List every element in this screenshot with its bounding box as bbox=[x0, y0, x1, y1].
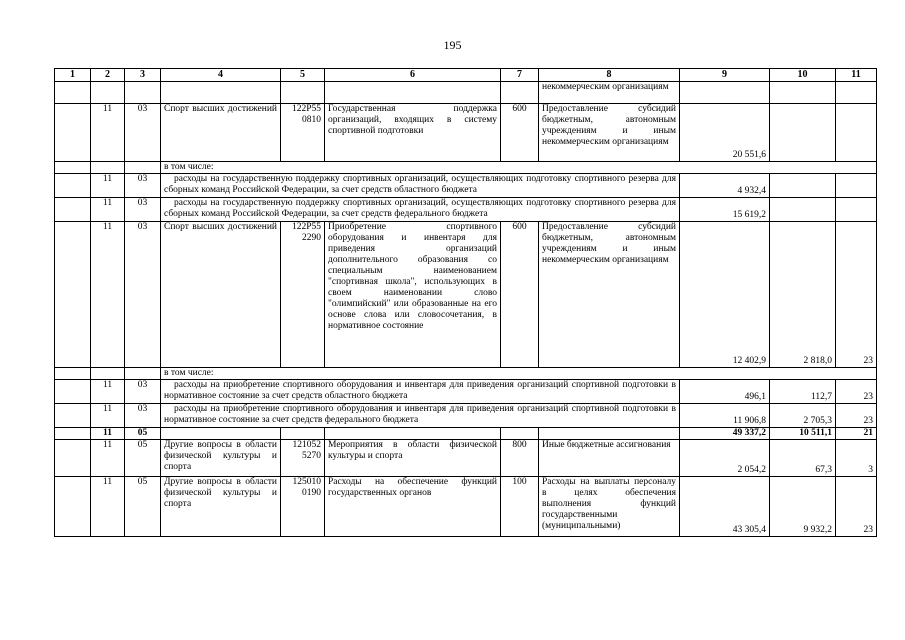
cell-subsection: 03 bbox=[125, 222, 161, 368]
cell-expense-desc: расходы на приобретение спортивного оборудования и инвентаря для приведения организаций спортивной подготовки в нормативное состояние за счет средств федерального бюджета bbox=[161, 404, 680, 428]
cell-expense-desc: расходы на государственную поддержку спортивных организаций, осуществляющих подготовку спортивного резерва для сборных команд Российской Федерации, за счет средств областного бюджета bbox=[161, 174, 680, 198]
col-header-3: 3 bbox=[125, 69, 161, 82]
cell-subsection: 03 bbox=[125, 174, 161, 198]
cell-percent: 23 bbox=[836, 380, 877, 404]
column-header-row bbox=[55, 69, 877, 82]
cell-amount: 15 619,2 bbox=[680, 198, 770, 222]
cell-amount-2: 67,3 bbox=[770, 440, 836, 477]
col-header-5: 5 bbox=[281, 69, 325, 82]
cell-amount-2: 112,7 bbox=[770, 380, 836, 404]
cell-subsection-name: Спорт высших достижений bbox=[161, 222, 281, 368]
cell-target-name: Приобретение спортивного оборудования и инвентаря для приведения организаций дополнительного образования со специальным наименованием "спортивная школа", использующих в своем наименовании слово "олимпийский" или образованные на его основе слова или словосочетания, в нормативное состояние bbox=[325, 222, 501, 368]
cell-type-name: Предоставление субсидий бюджетным, автономным учреждениям и иным некоммерческим организациям bbox=[539, 104, 680, 162]
cell-percent: 23 bbox=[836, 477, 877, 537]
cell-expense-desc: расходы на государственную поддержку спортивных организаций, осуществляющих подготовку спортивного резерва для сборных команд Российской Федерации, за счет средств федерального бюджета bbox=[161, 198, 680, 222]
table-row bbox=[55, 368, 877, 380]
cell-amount-2: 2 818,0 bbox=[770, 222, 836, 368]
table-row bbox=[55, 477, 877, 537]
cell-amount: 43 305,4 bbox=[680, 477, 770, 537]
page-number: 195 bbox=[443, 38, 462, 52]
cell-type-code: 100 bbox=[501, 477, 539, 537]
cell-type-name: Расходы на выплаты персоналу в целях обеспечения выполнения функций государственными (муниципальными) bbox=[539, 477, 680, 537]
table-row bbox=[55, 404, 877, 428]
table-row bbox=[55, 82, 877, 104]
col-header-2: 2 bbox=[91, 69, 125, 82]
including-label: в том числе: bbox=[161, 162, 877, 174]
cell-type-name: Предоставление субсидий бюджетным, автономным учреждениям и иным некоммерческим организациям bbox=[539, 222, 680, 368]
cell-section: 11 bbox=[91, 222, 125, 368]
cell-section: 11 bbox=[91, 198, 125, 222]
cell-expense-desc: расходы на приобретение спортивного оборудования и инвентаря для приведения организаций спортивной подготовки в нормативное состояние за счет средств областного бюджета bbox=[161, 380, 680, 404]
table-row bbox=[55, 162, 877, 174]
cell-subsection-name: Другие вопросы в области физической культуры и спорта bbox=[161, 477, 281, 537]
including-label: в том числе: bbox=[161, 368, 877, 380]
cell-subsection-name: Другие вопросы в области физической культуры и спорта bbox=[161, 440, 281, 477]
cell-target-code: 122Р55 2290 bbox=[281, 222, 325, 368]
cell-amount-2: 2 705,3 bbox=[770, 404, 836, 428]
cell-section: 11 bbox=[91, 380, 125, 404]
cell-amount-2: 9 932,2 bbox=[770, 477, 836, 537]
cell-subsection: 05 bbox=[125, 477, 161, 537]
cell-target-code: 125010 0190 bbox=[281, 477, 325, 537]
cell-percent: 23 bbox=[836, 404, 877, 428]
cell-target-name: Расходы на обеспечение функций государственных органов bbox=[325, 477, 501, 537]
cell-amount: 2 054,2 bbox=[680, 440, 770, 477]
subtotal-row bbox=[55, 428, 877, 440]
table-row bbox=[55, 198, 877, 222]
cell-amount: 4 932,4 bbox=[680, 174, 770, 198]
col-header-10: 10 bbox=[770, 69, 836, 82]
cell-percent: 21 bbox=[836, 428, 877, 440]
cell-amount-2: 10 511,1 bbox=[770, 428, 836, 440]
col-header-7: 7 bbox=[501, 69, 539, 82]
cell-section: 11 bbox=[91, 404, 125, 428]
cell-target-code: 121052 5270 bbox=[281, 440, 325, 477]
cell-subsection: 03 bbox=[125, 104, 161, 162]
cell-type-code: 600 bbox=[501, 104, 539, 162]
cell-subsection: 03 bbox=[125, 404, 161, 428]
table-row bbox=[55, 222, 877, 368]
col-header-6: 6 bbox=[325, 69, 501, 82]
col-header-4: 4 bbox=[161, 69, 281, 82]
cell-amount: 49 337,2 bbox=[680, 428, 770, 440]
cell-section: 11 bbox=[91, 174, 125, 198]
col-header-9: 9 bbox=[680, 69, 770, 82]
cell-target-name: Мероприятия в области физической культуры и спорта bbox=[325, 440, 501, 477]
cell-type-name: Иные бюджетные ассигнования bbox=[539, 440, 680, 477]
table-row bbox=[55, 380, 877, 404]
cell-amount: 11 906,8 bbox=[680, 404, 770, 428]
cell-type-name: некоммерческим организациям bbox=[539, 82, 680, 104]
col-header-8: 8 bbox=[539, 69, 680, 82]
col-header-11: 11 bbox=[836, 69, 877, 82]
cell-subsection: 03 bbox=[125, 380, 161, 404]
cell-subsection: 05 bbox=[125, 440, 161, 477]
cell-subsection-name: Спорт высших достижений bbox=[161, 104, 281, 162]
col-header-1: 1 bbox=[55, 69, 91, 82]
cell-type-code: 600 bbox=[501, 222, 539, 368]
table-row bbox=[55, 104, 877, 162]
cell-amount: 496,1 bbox=[680, 380, 770, 404]
cell-amount: 12 402,9 bbox=[680, 222, 770, 368]
cell-type-code: 800 bbox=[501, 440, 539, 477]
cell-percent: 3 bbox=[836, 440, 877, 477]
cell-section: 11 bbox=[91, 477, 125, 537]
cell-section: 11 bbox=[91, 440, 125, 477]
cell-percent: 23 bbox=[836, 222, 877, 368]
cell-target-code: 122Р55 0810 bbox=[281, 104, 325, 162]
cell-section: 11 bbox=[91, 428, 125, 440]
cell-subsection: 05 bbox=[125, 428, 161, 440]
cell-amount: 20 551,6 bbox=[680, 104, 770, 162]
cell-section: 11 bbox=[91, 104, 125, 162]
table-row bbox=[55, 174, 877, 198]
cell-target-name: Государственная поддержка организаций, входящих в систему спортивной подготовки bbox=[325, 104, 501, 162]
table-row bbox=[55, 440, 877, 477]
cell-subsection: 03 bbox=[125, 198, 161, 222]
budget-table bbox=[54, 68, 877, 537]
